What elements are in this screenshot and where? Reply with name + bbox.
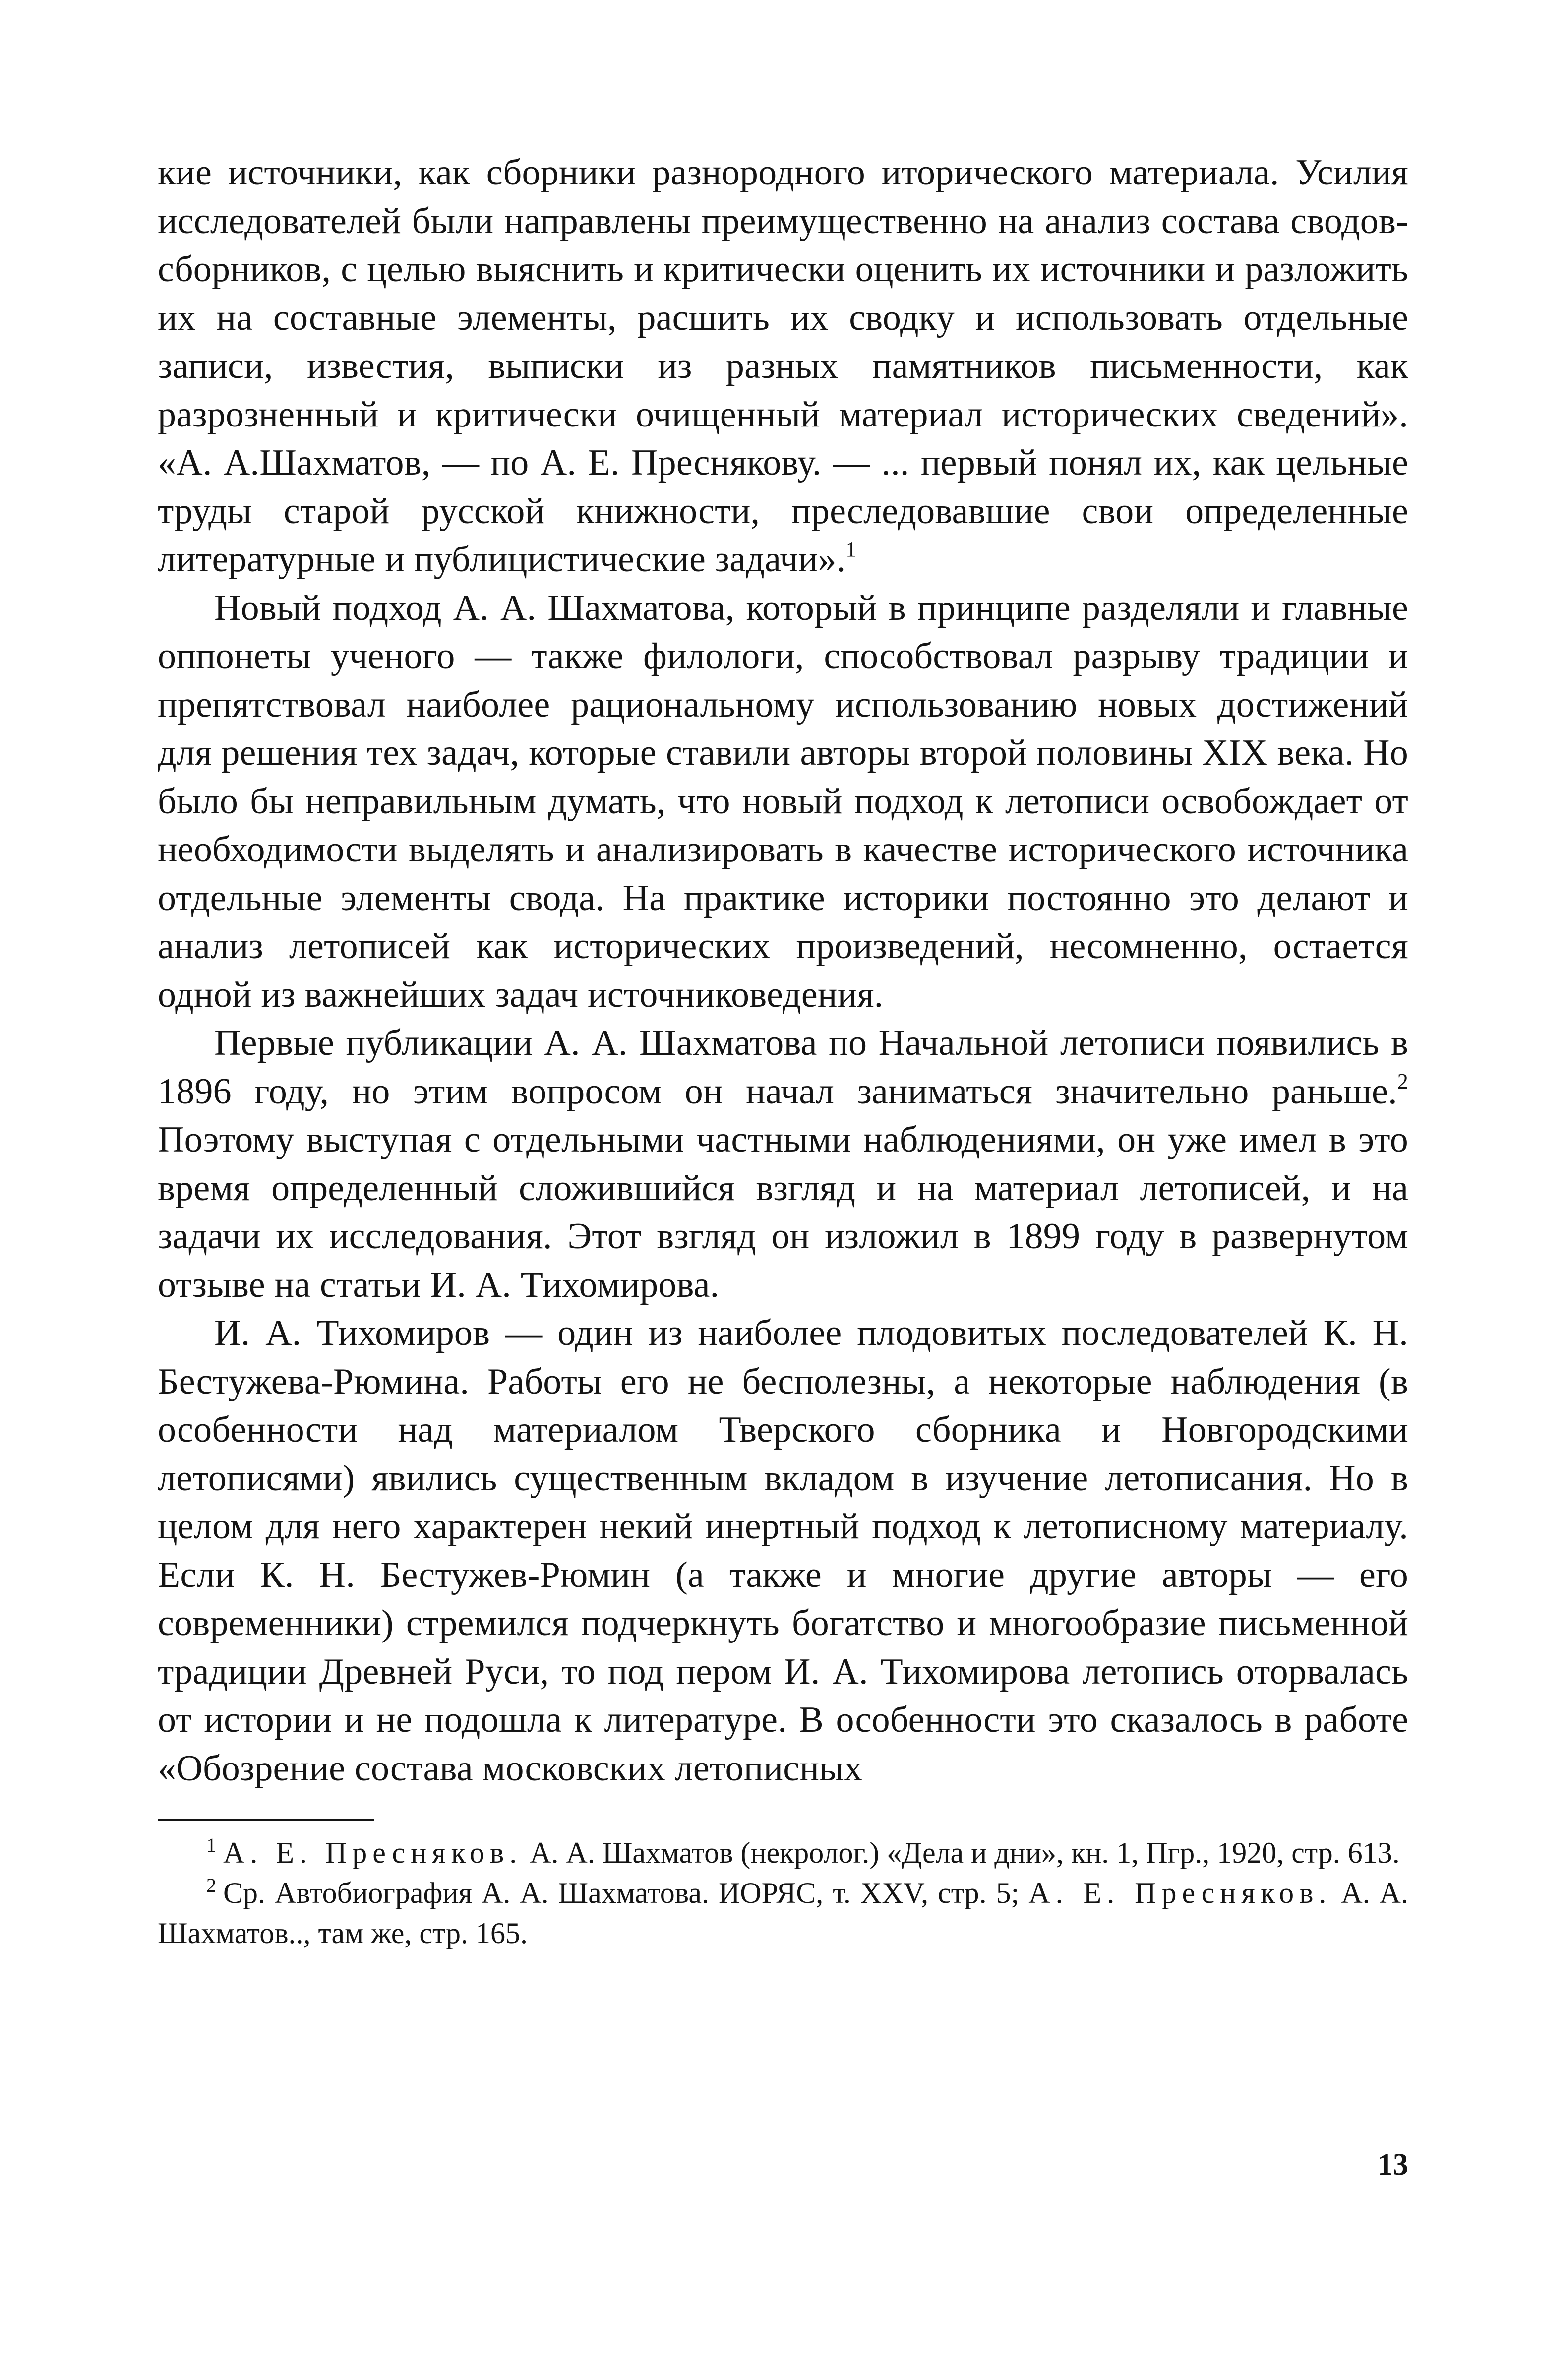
- paragraph-4: [158, 1309, 1408, 1793]
- footnote-2-lead: Ср. Автобиография А. А. Шахматова. ИОРЯС, т. XXV, стр. 5;: [223, 1877, 1029, 1909]
- paragraph-3-text-a: Первые публикации А. А. Шахматова по Начальной летописи появились в 1896 году, но этим вопросом он начал заниматься значительно раньше.: [158, 1023, 1408, 1112]
- footnote-1-number: 1: [206, 1834, 216, 1856]
- footnote-2-text: А. А. Шахматов.., там же, стр. 165.: [158, 1877, 1408, 1949]
- paragraph-2: [158, 584, 1408, 1020]
- paragraph-1: [158, 149, 1408, 584]
- footnote-ref-1: 1: [845, 537, 857, 561]
- paragraph-4-text: И. А. Тихомиров — один из наиболее плодовитых последователей К. Н. Бестужева-Рюмина. Работы его не бесполезны, а некоторые наблюдения (в особенности над материалом Тверского сборника и Новгородскими летописями) явились существенным вкладом в изучение летописания. Но в целом для него характерен некий инертный подход к летописному материалу. Если К. Н. Бестужев-Рюмин (а также и многие другие авторы — его современники) стремился подчеркнуть богатство и многообразие письменной традиции Древней Руси, то под пером И. А. Тихомирова летопись оторвалась от истории и не подошла к литературе. В особенности это сказалось в работе «Обозрение состава московских летописных: [158, 1313, 1408, 1789]
- footnote-ref-2: 2: [1397, 1069, 1408, 1094]
- paragraph-1-text: кие источники, как сборники разнородного иторического материала. Усилия исследователей были направлены преимущественно на анализ состава сводов-сборников, с целью выяснить и критически оценить их источники и разложить их на составные элементы, расшить их сводку и использовать отдельные записи, известия, выписки из разных памятников письменности, как разрозненный и критически очищенный материал исторических сведений». «А. А.Шахматов, — по А. Е. Преснякову. — ... первый понял их, как цельные труды старой русской книжности, преследовавшие свои определенные литературные и публицистические задачи».: [158, 152, 1408, 580]
- footnote-2: [158, 1873, 1408, 1953]
- paragraph-3-text-b: Поэтому выступая с отдельными частными наблюдениями, он уже имел в это время определенный сложившийся взгляд и на материал летописей, и на задачи их исследования. Этот взгляд он изложил в 1899 году в развернутом отзыве на статьи И. А. Тихомирова.: [158, 1119, 1408, 1305]
- page-number: 13: [1378, 2148, 1408, 2182]
- footnote-1-text: А. А. Шахматов (некролог.) «Дела и дни», кн. 1, Пгр., 1920, стр. 613.: [522, 1836, 1400, 1869]
- footnote-1: [158, 1833, 1408, 1873]
- footnotes: [158, 1833, 1408, 1953]
- paragraph-2-text: Новый подход А. А. Шахматова, который в принципе разделяли и главные оппонеты ученого — также филологи, способствовал разрыву традиции и препятствовал наиболее рациональному использованию новых достижений для решения тех задач, которые ставили авторы второй половины XIX века. Но было бы неправильным думать, что новый подход к летописи освобождает от необходимости выделять и анализировать в качестве исторического источника отдельные элементы свода. На практике историки постоянно это делают и анализ летописей как исторических произведений, несомненно, остается одной из важнейших задач источниковедения.: [158, 587, 1408, 1015]
- footnote-2-number: 2: [206, 1874, 216, 1896]
- footnote-divider: [158, 1819, 374, 1821]
- book-page: [158, 149, 1408, 1953]
- paragraph-3: [158, 1019, 1408, 1309]
- footnote-1-author: А. Е. Пресняков.: [223, 1836, 523, 1869]
- footnote-2-author: А. Е. Пресняков.: [1028, 1877, 1332, 1909]
